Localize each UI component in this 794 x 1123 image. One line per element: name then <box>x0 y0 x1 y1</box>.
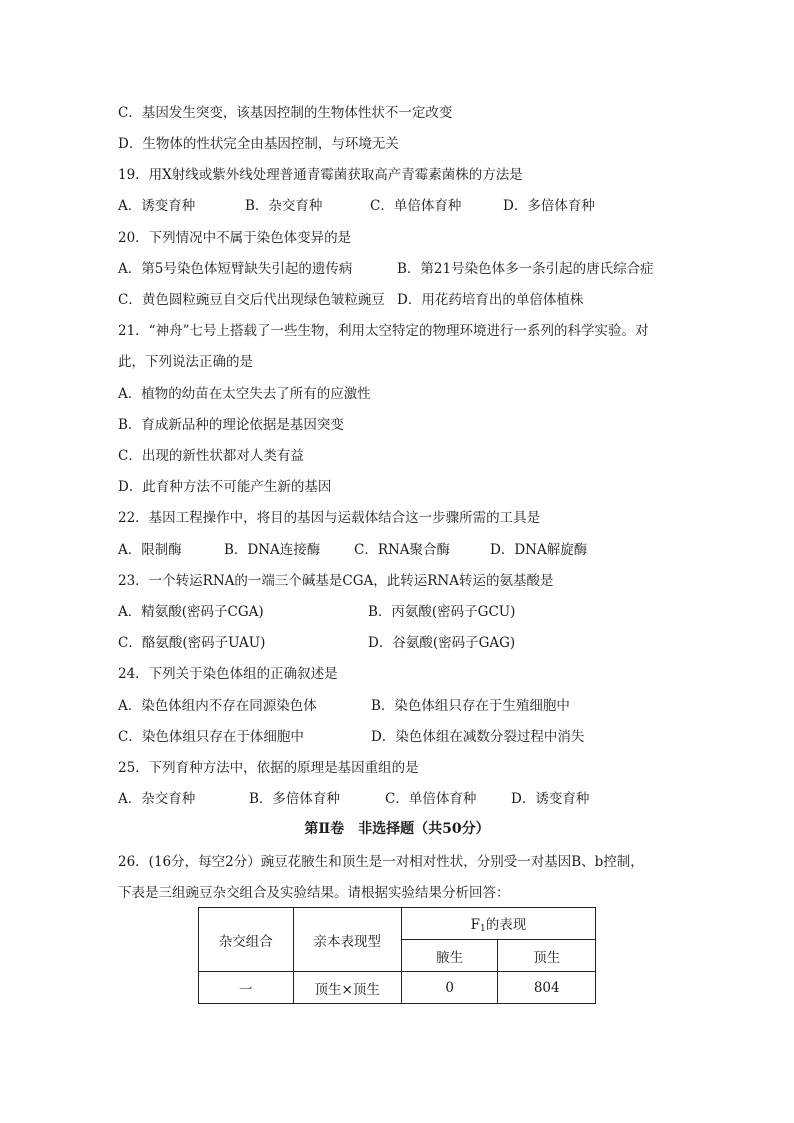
q22-option-a: A．限制酶 <box>118 542 182 558</box>
q21-stem-line1: 21．“神舟”七号上搭载了一些生物，利用太空特定的物理环境进行一系列的科学实验。对 <box>118 323 649 339</box>
q20-option-d: D．用花药培育出的单倍体植株 <box>397 292 584 308</box>
table-header-row <box>199 908 596 940</box>
q25-option-d: D．诱变育种 <box>511 791 590 807</box>
header-cross-combination: 杂交组合 <box>199 908 294 972</box>
q25-stem: 25．下列育种方法中，依据的原理是基因重组的是 <box>118 760 419 776</box>
q19-option-b: B．杂交育种 <box>245 198 323 214</box>
cell-terminal-count: 804 <box>498 972 596 1004</box>
q19-option-c: C．单倍体育种 <box>370 198 462 214</box>
f1-label-tail: 的表现 <box>485 917 527 933</box>
header-axillary: 腋生 <box>401 940 497 972</box>
q24-option-c: C．染色体组只存在于体细胞中 <box>118 729 304 745</box>
q23-option-d: D．谷氨酸(密码子GAG) <box>368 635 516 651</box>
q19-option-d: D．多倍体育种 <box>503 198 595 214</box>
section-2-title: 第Ⅱ卷 非选择题（共50分） <box>304 821 490 837</box>
q21-stem-line2: 此，下列说法正确的是 <box>118 354 253 370</box>
q18-option-c: C．基因发生突变，该基因控制的生物体性状不一定改变 <box>118 105 453 121</box>
q24-option-a: A．染色体组内不存在同源染色体 <box>118 698 317 714</box>
header-terminal: 顶生 <box>498 940 596 972</box>
q19-stem: 19．用X射线或紫外线处理普通青霉菌获取高产青霉素菌株的方法是 <box>118 167 523 183</box>
q21-option-a: A．植物的幼苗在太空失去了所有的应激性 <box>118 386 371 402</box>
q21-option-d: D．此育种方法不可能产生新的基因 <box>118 479 332 495</box>
q26-stem-line2: 下表是三组豌豆杂交组合及实验结果。请根据实验结果分析回答： <box>118 885 510 901</box>
cell-combination: 一 <box>199 972 294 1004</box>
q23-option-c: C．酪氨酸(密码子UAU) <box>118 635 266 651</box>
q23-option-b: B．丙氨酸(密码子GCU) <box>368 604 516 620</box>
q25-option-a: A．杂交育种 <box>118 791 196 807</box>
q18-option-d: D．生物体的性状完全由基因控制，与环境无关 <box>118 136 399 152</box>
q20-option-c: C．黄色圆粒豌豆自交后代出现绿色皱粒豌豆 <box>118 292 385 308</box>
f1-subscript: 1 <box>480 924 486 934</box>
q22-option-c: C．RNA聚合酶 <box>354 542 451 558</box>
q21-option-b: B．育成新品种的理论依据是基因突变 <box>118 417 344 433</box>
f1-label: F <box>470 917 481 933</box>
q25-option-c: C．单倍体育种 <box>385 791 477 807</box>
header-f1-phenotype <box>401 908 595 940</box>
cross-results-table <box>198 907 596 1004</box>
header-parent-phenotype: 亲本表现型 <box>293 908 401 972</box>
q24-option-d: D．染色体组在减数分裂过程中消失 <box>371 729 585 745</box>
q20-option-a: A．第5号染色体短臂缺失引起的遗传病 <box>118 261 353 277</box>
cell-parent-phenotype: 顶生×顶生 <box>293 972 401 1004</box>
q23-stem: 23．一个转运RNA的一端三个碱基是CGA，此转运RNA转运的氨基酸是 <box>118 573 554 589</box>
q20-option-b: B．第21号染色体多一条引起的唐氏综合症 <box>397 261 654 277</box>
q25-option-b: B．多倍体育种 <box>249 791 340 807</box>
q22-option-d: D．DNA解旋酶 <box>490 542 588 558</box>
table-row <box>199 972 596 1004</box>
q26-stem-line1: 26．(16分，每空2分）豌豆花腋生和顶生是一对相对性状，分别受一对基因B、b控制， <box>118 854 644 870</box>
q21-option-c: C．出现的新性状都对人类有益 <box>118 448 304 464</box>
q22-option-b: B．DNA连接酶 <box>224 542 321 558</box>
q19-option-a: A．诱变育种 <box>118 198 196 214</box>
q23-option-a: A．精氨酸(密码子CGA) <box>118 604 264 620</box>
q24-stem: 24．下列关于染色体组的正确叙述是 <box>118 666 338 682</box>
q20-stem: 20．下列情况中不属于染色体变异的是 <box>118 230 352 246</box>
cell-axillary-count: 0 <box>401 972 497 1004</box>
q22-stem: 22．基因工程操作中，将目的基因与运载体结合这一步骤所需的工具是 <box>118 510 541 526</box>
q24-option-b: B．染色体组只存在于生殖细胞中 <box>371 698 570 714</box>
